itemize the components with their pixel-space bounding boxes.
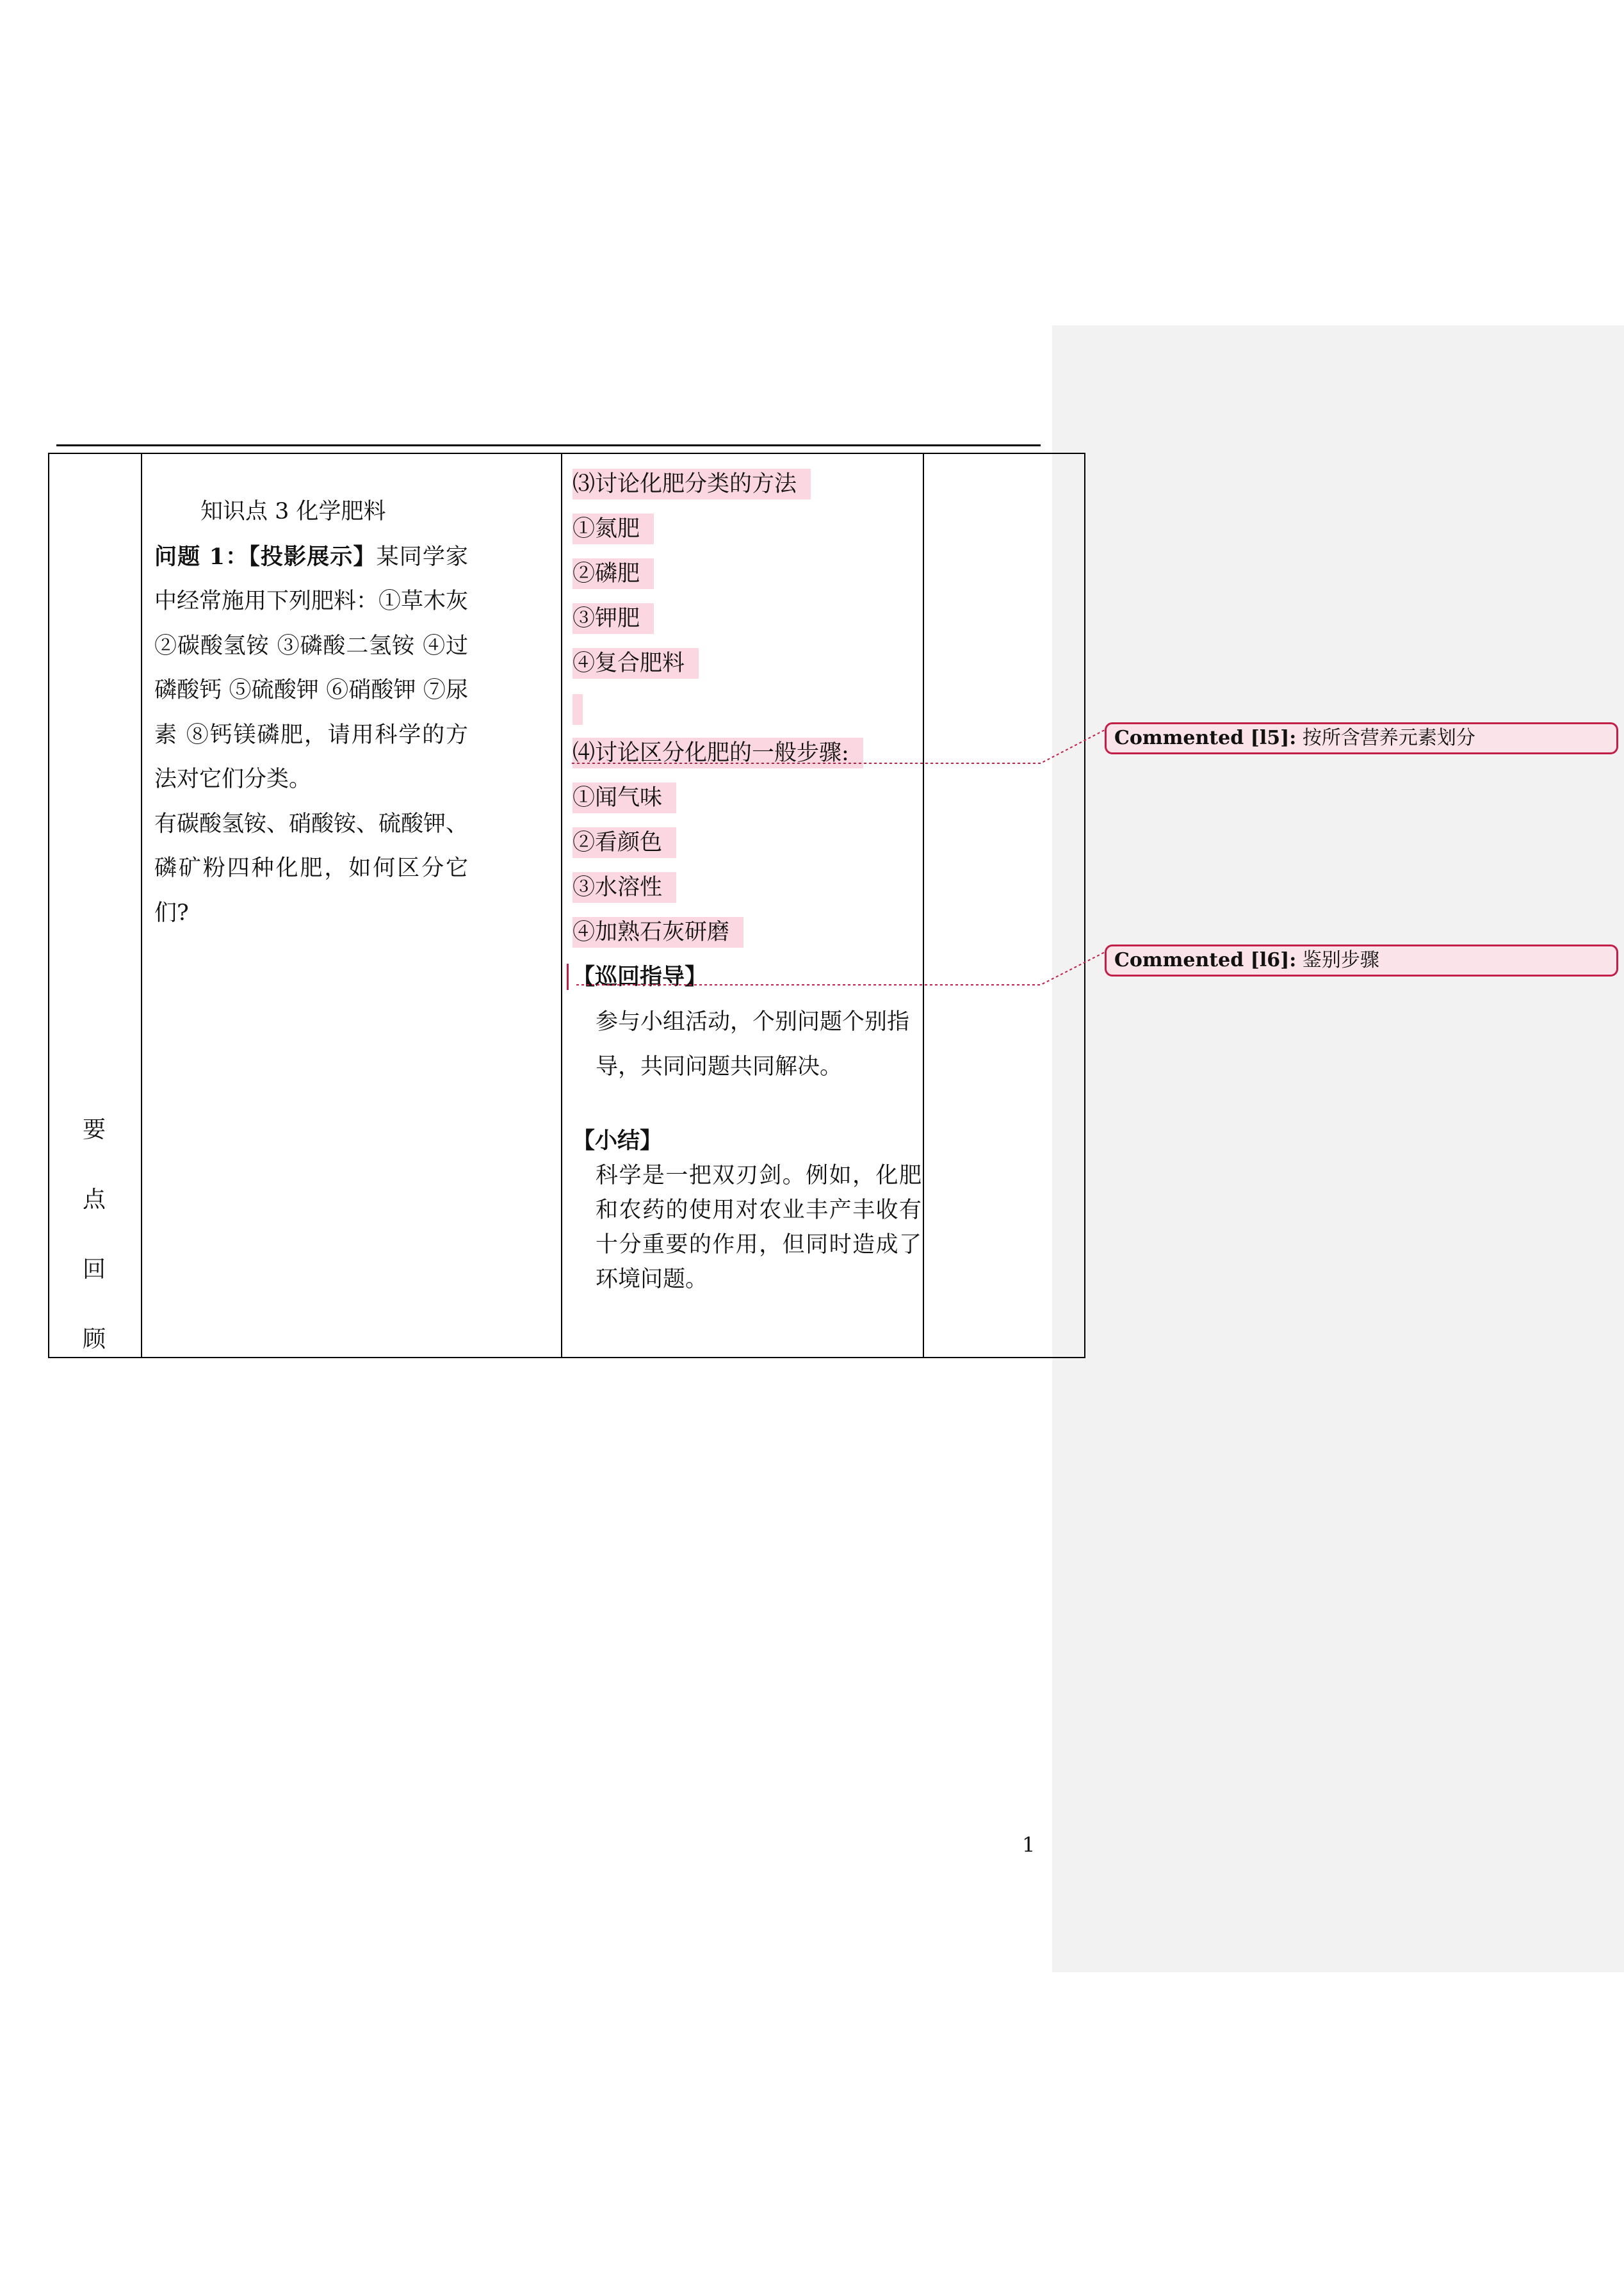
section-title-char: 回: [82, 1256, 106, 1283]
question-2: 有碳酸氢铵、硝酸铵、硫酸钾、磷矿粉四种化肥，如何区分它们?: [154, 811, 469, 926]
step-item: ②看颜色: [572, 820, 922, 865]
question-prefix: 问题 1：: [154, 543, 249, 570]
knowledge-point-title: 知识点 3 化学肥料: [200, 499, 386, 524]
comment-text: 鉴别步骤: [1302, 949, 1379, 971]
steps-heading: ⑷讨论区分化肥的一般步骤:: [572, 731, 922, 775]
comment-balloon-l5[interactable]: Commented [l5]: 按所含营养元素划分: [1105, 722, 1618, 754]
comment-text: 按所含营养元素划分: [1302, 727, 1475, 749]
question-tag: 【投影展示】: [248, 543, 377, 570]
comment-balloon-l6[interactable]: Commented [l6]: 鉴别步骤: [1105, 945, 1618, 977]
step-item: ③水溶性: [572, 865, 922, 910]
section-title-char: 点: [82, 1187, 106, 1213]
classify-item: ③钾肥: [572, 596, 922, 641]
step-item: ①闻气味: [572, 775, 922, 820]
section-title-char: 要: [82, 1117, 106, 1143]
classify-heading: ⑶讨论化肥分类的方法: [572, 462, 922, 507]
summary-text: 科学是一把双刃剑。例如，化肥和农药的使用对农业丰产丰收有十分重要的作用，但同时造成了环境问题。: [596, 1163, 922, 1292]
patrol-text: 参与小组活动，个别问题个别指导，共同问题共同解决。: [596, 1009, 910, 1080]
section-title-char: 顾: [82, 1326, 106, 1352]
page-number: 1: [1022, 1833, 1035, 1857]
classify-item: ④复合肥料: [572, 641, 922, 686]
summary-heading: 【小结】: [572, 1128, 663, 1154]
patrol-heading: 【巡回指导】: [572, 955, 922, 1000]
classify-item: ①氮肥: [572, 507, 922, 551]
question-text: 某同学家中经常施用下列肥料：①草木灰 ②碳酸氢铵 ③磷酸二氢铵 ④过磷酸钙 ⑤硫酸钾 ⑥硝酸钾 ⑦尿素 ⑧钙镁磷肥，请用科学的方法对它们分类。: [154, 544, 469, 792]
classify-item: ②磷肥: [572, 551, 922, 596]
step-item: ④加熟石灰研磨: [572, 910, 922, 955]
